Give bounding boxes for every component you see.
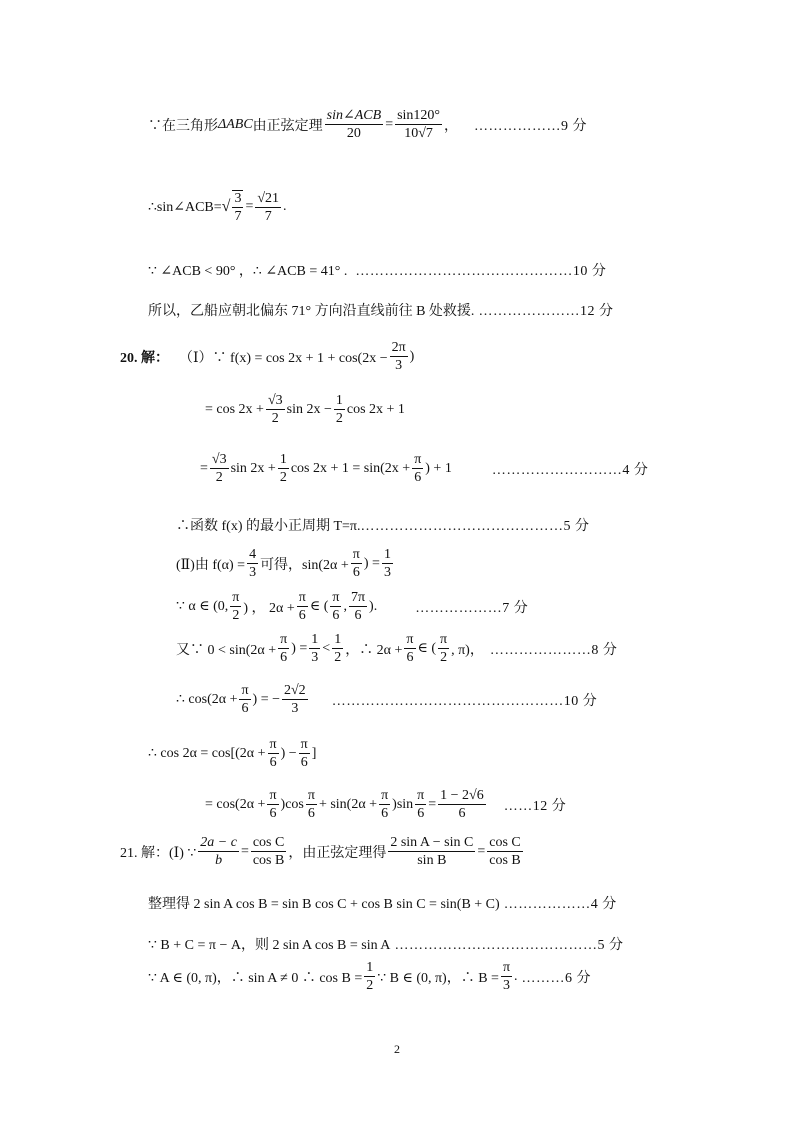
text: ) + 1	[425, 460, 452, 476]
sqrt-sign: √	[221, 198, 231, 216]
text: =	[477, 843, 486, 859]
line-16	[148, 893, 617, 913]
line-12	[176, 683, 597, 717]
fraction	[247, 547, 258, 581]
line-5	[120, 340, 414, 374]
numerator: 2 sin A − sin C	[388, 835, 475, 852]
text: = cos 2x +	[205, 401, 264, 417]
denominator: 6	[458, 806, 466, 822]
denominator: 6	[241, 701, 249, 717]
numerator: 1	[382, 547, 393, 564]
numerator: 2√2	[282, 683, 308, 700]
denominator: 3	[395, 358, 403, 374]
text: 整理得 2 sin A cos B = sin B cos C + cos B sin C = sin(B + C)	[148, 897, 500, 912]
text: =	[200, 460, 208, 476]
line-10	[176, 590, 528, 624]
text: )sin	[392, 796, 414, 812]
denominator: 6	[280, 650, 288, 666]
denominator: 6	[381, 806, 389, 822]
fraction	[266, 393, 285, 427]
denominator: 6	[298, 608, 306, 624]
score-dots: ………………………………………10 分	[355, 264, 607, 279]
text: ，	[444, 118, 459, 134]
line-11	[176, 632, 617, 666]
fraction	[278, 452, 289, 486]
denominator: 3	[502, 978, 510, 994]
fraction	[306, 788, 317, 822]
line-8	[176, 515, 590, 535]
score-dots: ………………4 分	[503, 897, 617, 912]
text: 由正弦定理	[252, 118, 323, 134]
fraction	[412, 452, 423, 486]
text: sin 2x −	[286, 401, 332, 417]
text: ，由正弦定理得	[288, 845, 387, 861]
denominator: cos B	[252, 853, 285, 869]
numerator: π	[351, 547, 362, 564]
denominator: 7	[234, 209, 242, 225]
text: =	[428, 796, 437, 812]
denominator: 6	[417, 806, 425, 822]
fraction	[210, 452, 229, 486]
denominator: 6	[354, 608, 362, 624]
denominator: 6	[332, 608, 340, 624]
denominator: 3	[249, 565, 257, 581]
numerator: π	[239, 683, 250, 700]
text: ∴ cos(2α +	[176, 692, 238, 708]
fraction	[198, 835, 239, 869]
text: .	[283, 199, 287, 215]
fraction	[325, 108, 384, 142]
fraction	[232, 190, 243, 225]
numerator: π	[299, 737, 310, 754]
fraction	[278, 632, 289, 666]
text: 所以，乙船应朝北偏东 71° 方向沿直线前往 B 处救援.	[148, 304, 475, 319]
line-7	[200, 452, 648, 486]
text: =	[245, 199, 254, 215]
denominator: 7	[264, 208, 272, 224]
fraction	[330, 590, 341, 624]
denominator: 2	[334, 650, 342, 666]
numerator: π	[330, 590, 341, 607]
fraction	[379, 788, 390, 822]
denominator: 2	[440, 650, 448, 666]
text: ∴函数 f(x) 的最小正周期 T=π.	[176, 519, 361, 534]
line-2	[148, 190, 287, 225]
numerator: 1	[278, 452, 289, 469]
text: ∵ ∠ACB < 90° ，∴ ∠ACB = 41° .	[148, 264, 348, 279]
text: ∵ B + C = π − A，则 2 sin A cos B = sin A	[148, 938, 391, 953]
denominator: 2	[215, 470, 223, 486]
numerator: 1	[309, 632, 320, 649]
text: ) =	[363, 555, 380, 571]
fraction	[334, 393, 345, 427]
text: ) −	[280, 745, 297, 761]
line-1	[148, 108, 587, 142]
line-9	[176, 547, 395, 581]
text: , π)，	[451, 642, 484, 658]
text: ∴ cos 2α = cos[(2α +	[148, 746, 266, 762]
fraction	[438, 788, 486, 822]
text: cos 2x + 1	[346, 401, 405, 417]
score-dots: …………………12 分	[478, 304, 614, 319]
numerator: π	[379, 788, 390, 805]
text: ∈ (	[309, 599, 329, 615]
fraction	[255, 191, 281, 225]
fraction	[415, 788, 426, 822]
text: ) ， 2α +	[243, 600, 295, 616]
fraction	[390, 340, 408, 374]
numerator: π	[297, 590, 308, 607]
denominator: 6	[307, 806, 315, 822]
text: （Ⅰ）∵ f(x) = cos 2x + 1 + cos(2x −	[179, 350, 388, 366]
question-label: 21. 解：(Ⅰ) ∵	[120, 845, 197, 861]
score-dots: …………………………………………10 分	[331, 693, 598, 709]
text: 可得，sin(2α +	[260, 557, 349, 573]
denominator: 6	[352, 565, 360, 581]
line-6	[205, 393, 405, 427]
fraction	[332, 632, 343, 666]
text: ∵ α ∈ (0,	[176, 599, 229, 615]
numerator: π	[412, 452, 423, 469]
denominator: 6	[269, 755, 277, 771]
fraction	[309, 632, 320, 666]
fraction	[297, 590, 308, 624]
numerator: 2a − c	[198, 835, 239, 852]
numerator: π	[404, 632, 415, 649]
page-number: 2	[394, 1042, 400, 1056]
fraction	[349, 590, 367, 624]
text: ∵ A ∈ (0, π)，∴ sin A ≠ 0 ∴ cos B =	[148, 970, 363, 986]
line-4	[148, 300, 613, 320]
fraction	[395, 108, 442, 142]
numerator: π	[267, 788, 278, 805]
score-dots: …………………8 分	[489, 642, 618, 658]
text: ,	[343, 598, 347, 614]
score-dots: ……………………………………5 分	[394, 938, 624, 953]
fraction	[230, 590, 241, 624]
fraction	[268, 737, 279, 771]
text: cos 2x + 1 = sin(2x +	[290, 460, 411, 476]
text: <	[322, 640, 331, 656]
denominator: cos B	[489, 853, 521, 869]
text: ]	[311, 745, 317, 761]
fraction	[351, 547, 362, 581]
denominator: 20	[346, 126, 361, 142]
denominator: 6	[269, 806, 277, 822]
numerator: cos C	[487, 835, 523, 852]
denominator: 6	[414, 470, 422, 486]
numerator: 2π	[390, 340, 408, 357]
fraction	[267, 788, 278, 822]
text: ，∴ 2α +	[345, 642, 403, 658]
line-3	[148, 260, 606, 280]
text: = cos(2α +	[205, 796, 266, 812]
fraction	[382, 547, 393, 581]
math: ΔABC	[218, 116, 253, 132]
text: =	[240, 843, 249, 859]
numerator: π	[230, 590, 241, 607]
question-label: 20. 解：	[120, 350, 169, 366]
numerator: 1	[364, 960, 375, 977]
denominator: b	[215, 853, 223, 869]
text: )cos	[280, 796, 304, 812]
text: ) = −	[252, 691, 280, 707]
text: 又∵ 0 < sin(2α +	[176, 642, 277, 658]
score-dots: ………………………4 分	[491, 462, 649, 478]
denominator: 6	[300, 755, 308, 771]
fraction	[299, 737, 310, 771]
numerator: π	[306, 788, 317, 805]
line-15	[120, 835, 525, 869]
fraction	[487, 835, 523, 869]
denominator: sin B	[417, 853, 447, 869]
numerator: √3	[210, 452, 229, 469]
denominator: 3	[311, 650, 319, 666]
denominator: 6	[406, 650, 414, 666]
fraction	[282, 683, 308, 717]
text: + sin(2α +	[318, 796, 378, 812]
numerator: cos C	[251, 835, 287, 852]
numerator: 1	[334, 393, 345, 410]
fraction	[501, 960, 512, 994]
denominator: 2	[232, 608, 240, 624]
fraction	[364, 960, 375, 994]
text: sin 2x +	[230, 460, 276, 476]
text: ) =	[291, 640, 308, 656]
fraction	[388, 835, 475, 869]
line-13	[148, 737, 316, 771]
denominator: 3	[291, 701, 299, 717]
text: ∵在三角形	[148, 118, 218, 134]
text: (Ⅱ)由 f(α) =	[176, 557, 246, 573]
text: ∈ (	[417, 641, 437, 657]
denominator: 2	[335, 411, 343, 427]
numerator: √21	[255, 191, 281, 208]
fraction	[438, 632, 449, 666]
score-dots: ……………………………………5 分	[360, 519, 590, 534]
text: )	[409, 348, 415, 364]
denominator: 2	[271, 411, 279, 427]
denominator: 3	[383, 565, 391, 581]
score-dots: ………………9 分	[474, 118, 588, 134]
line-14	[205, 788, 566, 822]
denominator: 2	[366, 978, 374, 994]
text: =	[385, 116, 394, 132]
text: ).	[369, 598, 378, 614]
numerator: 7π	[349, 590, 367, 607]
denominator: 2	[279, 470, 287, 486]
text: ∵ B ∈ (0, π)，∴ B =	[377, 970, 499, 986]
numerator: π	[438, 632, 449, 649]
line-18	[148, 960, 591, 994]
numerator: √3	[266, 393, 285, 410]
fraction	[404, 632, 415, 666]
denominator: 10√7	[404, 126, 433, 142]
fraction	[251, 835, 287, 869]
numerator: π	[415, 788, 426, 805]
numerator: π	[278, 632, 289, 649]
numerator: 3	[232, 191, 243, 208]
text: .	[514, 968, 518, 984]
numerator: 4	[247, 547, 258, 564]
text: ∴sin∠ACB=	[148, 199, 222, 215]
numerator: sin120°	[395, 108, 442, 125]
score-dots: ………………7 分	[415, 600, 529, 616]
line-17	[148, 934, 623, 954]
numerator: 1	[332, 632, 343, 649]
fraction	[239, 683, 250, 717]
score-dots: ………6 分	[521, 970, 592, 986]
numerator: sin∠ACB	[325, 108, 384, 125]
numerator: π	[268, 737, 279, 754]
score-dots: ……12 分	[503, 798, 567, 814]
numerator: π	[501, 960, 512, 977]
numerator: 1 − 2√6	[438, 788, 486, 805]
